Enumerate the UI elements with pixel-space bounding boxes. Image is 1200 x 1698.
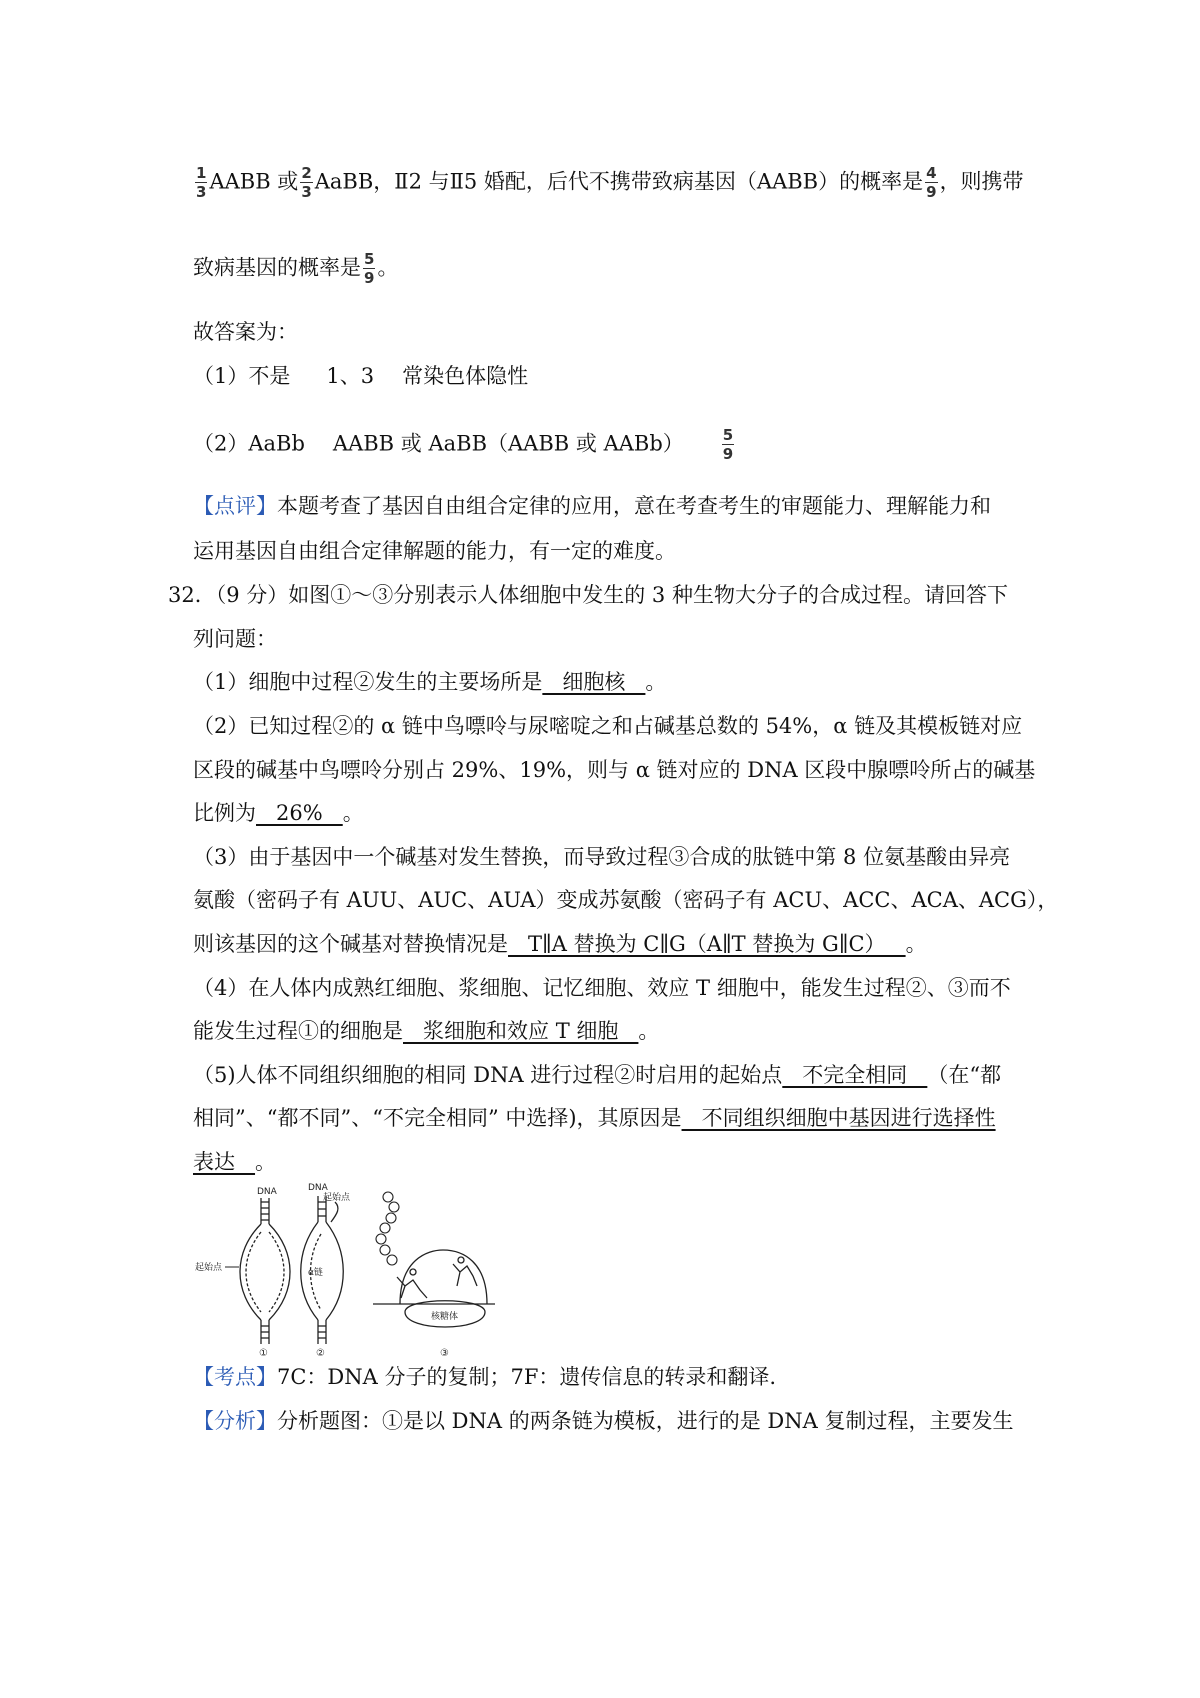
fraction: $\frac{1}{3}$ — [196, 164, 207, 201]
answer-blank: 不同组织细胞中基因进行选择性 — [681, 1106, 996, 1130]
text-line: 致病基因的概率是 $\frac{5}{9}$ 。 — [193, 250, 399, 287]
test-point-tag: 【考点】 — [193, 1365, 277, 1389]
comment-line: 【点评】本题考查了基因自由组合定律的应用，意在考查考生的审题能力、理解能力和 — [193, 494, 991, 518]
answer-2: （2）AaBb AABB 或 AaBB（AABB 或 AABb） $\frac{5}{9}$ — [193, 426, 734, 463]
alpha-chain-label: α链 — [308, 1268, 323, 1278]
peptide-chain — [376, 1192, 399, 1265]
answer-heading: 故答案为： — [193, 320, 298, 344]
analysis-tag: 【分析】 — [193, 1409, 277, 1433]
answer-blank: 表达 — [193, 1150, 256, 1174]
synthesis-figure — [195, 1182, 495, 1357]
answer-blank: 不完全相同 — [782, 1063, 928, 1087]
fraction: $\frac{5}{9}$ — [722, 426, 734, 463]
text-line: 相同”、“都不同”、“不完全相同” 中选择)，其原因是 不同组织细胞中基因进行选择性 — [193, 1106, 996, 1130]
subquestion-5: （5)人体不同组织细胞的相同 DNA 进行过程②时启用的起始点 不完全相同 （在“都 — [193, 1063, 1002, 1087]
subquestion-4: （4）在人体内成熟红细胞、浆细胞、记忆细胞、效应 T 细胞中，能发生过程②、③而不 — [193, 976, 1011, 1000]
subquestion-1: （1）细胞中过程②发生的主要场所是 细胞核 。 — [193, 670, 667, 694]
origin-label-2: 起始点 — [323, 1193, 351, 1203]
question-32: 32．（9 分）如图①～③分别表示人体细胞中发生的 3 种生物大分子的合成过程。请回答下 — [168, 583, 1008, 607]
subquestion-2: （2）已知过程②的 α 链中鸟嘌呤与尿嘧啶之和占碱基总数的 54%，α 链及其模板链对应 — [193, 714, 1023, 738]
analysis-line: 【分析】分析题图：①是以 DNA 的两条链为模板，进行的是 DNA 复制过程，主要发生 — [193, 1409, 1014, 1433]
text-line: 运用基因自由组合定律解题的能力，有一定的难度。 — [193, 539, 676, 563]
test-point-line: 【考点】7C：DNA 分子的复制；7F：遗传信息的转录和翻译. — [193, 1365, 777, 1389]
subquestion-3: （3）由于基因中一个碱基对发生替换，而导致过程③合成的肽链中第 8 位氨基酸由异亮 — [193, 845, 1011, 869]
text-line: 能发生过程①的细胞是 浆细胞和效应 T 细胞 。 — [193, 1019, 660, 1043]
text-line: 比例为 26% 。 — [193, 801, 364, 825]
fraction: $\frac{2}{3}$ — [301, 164, 312, 201]
fraction: $\frac{4}{9}$ — [926, 164, 937, 201]
label-2: ② — [316, 1348, 325, 1357]
label-3: ③ — [440, 1348, 449, 1357]
dna-label-2: DNA — [308, 1183, 328, 1193]
label-1: ① — [259, 1348, 268, 1357]
answer-1: （1）不是 1、3 常染色体隐性 — [193, 364, 529, 388]
dna-label-1: DNA — [257, 1187, 277, 1197]
text-line: 氨酸（密码子有 AUU、AUC、AUA）变成苏氨酸（密码子有 ACU、ACC、ACA、ACG）， — [193, 888, 1059, 912]
answer-blank: 26% — [256, 801, 343, 825]
fraction: $\frac{5}{9}$ — [364, 250, 375, 287]
answer-blank: 细胞核 — [542, 670, 646, 694]
dna-helix-1 — [240, 1198, 290, 1344]
text-line: $\frac{1}{3}$ AABB 或 $\frac{2}{3}$ AaBB，Ⅱ2 与Ⅱ5 婚配，后代不携带致病基因（AABB）的概率是 $\frac{4}{9}$ ，则携带 — [196, 164, 1024, 201]
origin-label-1: 起始点 — [195, 1263, 223, 1273]
text-line: 列问题： — [193, 627, 277, 651]
answer-blank: T∥A 替换为 C∥G（A∥T 替换为 G∥C） — [508, 932, 906, 956]
answer-blank: 浆细胞和效应 T 细胞 — [403, 1019, 639, 1043]
comment-tag: 【点评】 — [193, 494, 277, 518]
text-line: 则该基因的这个碱基对替换情况是 T∥A 替换为 C∥G（A∥T 替换为 G∥C） 。 — [193, 932, 927, 956]
ribosome-label: 核糖体 — [431, 1312, 459, 1322]
text-line: 表达 。 — [193, 1150, 277, 1174]
text-line: 区段的碱基中鸟嘌呤分别占 29%、19%，则与 α 链对应的 DNA 区段中腺嘌呤所占的碱基 — [193, 758, 1036, 782]
